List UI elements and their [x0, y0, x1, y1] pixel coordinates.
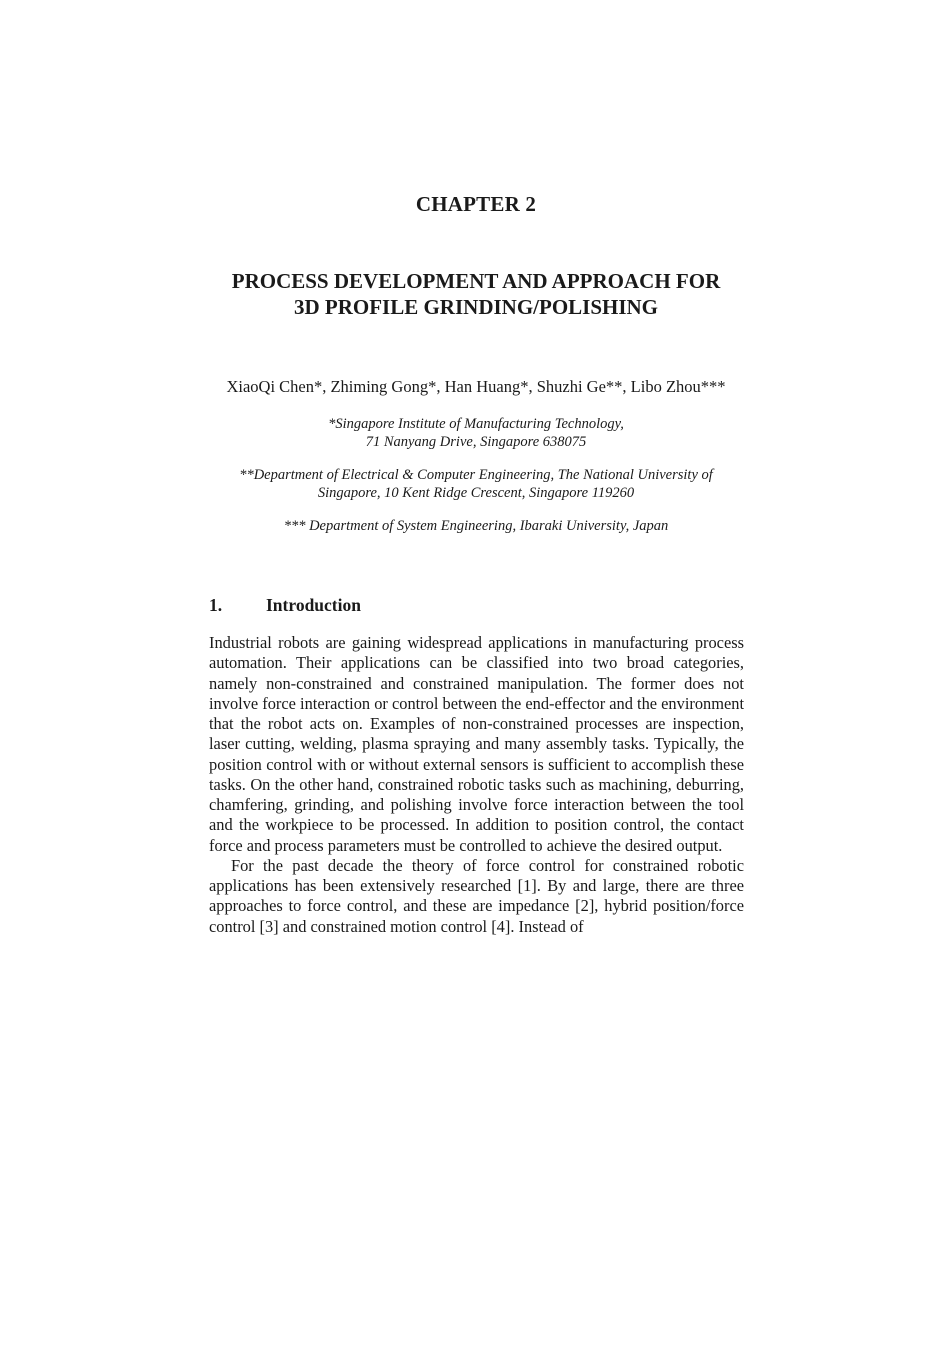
affiliation-3 [0, 517, 952, 535]
section-heading [209, 595, 361, 616]
affiliation-1-line1: *Singapore Institute of Manufacturing Technology, [328, 416, 624, 432]
chapter-title [0, 268, 952, 320]
affiliation-2-line2: Singapore, 10 Kent Ridge Crescent, Singapore 119260 [317, 485, 635, 501]
affiliation-2 [0, 466, 952, 502]
chapter-title-line1: PROCESS DEVELOPMENT AND APPROACH FOR [231, 269, 721, 293]
author-list: XiaoQi Chen*, Zhiming Gong*, Han Huang*, Shuzhi Ge**, Libo Zhou*** [226, 377, 726, 396]
section-number: 1. [209, 595, 223, 615]
chapter-label: CHAPTER 2 [415, 192, 537, 216]
affiliation-3-line1: *** Department of System Engineering, Ibaraki University, Japan [283, 518, 669, 534]
paragraph-2: For the past decade the theory of force control for constrained robotic applications has been extensively researched [1]. By and large, there are three approaches to force control, and these are impedance [2], hybrid position/force control [3] and constrained motion control [4]. Instead of [209, 855, 744, 936]
affiliation-2-line1: **Department of Electrical & Computer Engineering, The National University of [239, 467, 713, 483]
affiliation-1-line2: 71 Nanyang Drive, Singapore 638075 [365, 434, 587, 450]
section-title: Introduction [266, 595, 361, 615]
body-text [209, 633, 744, 937]
chapter-title-line2: 3D PROFILE GRINDING/POLISHING [293, 295, 659, 319]
affiliation-1 [0, 415, 952, 451]
paragraph-1: Industrial robots are gaining widespread applications in manufacturing process automation. Their applications can be classified into two broad categories, namely non-constrained and constrained manipulation. The former does not involve force interaction or control between the end-effector and the environment that the robot acts on. Examples of non-constrained processes are inspection, laser cutting, welding, plasma spraying and many assembly tasks. Typically, the position control with or without external sensors is sufficient to accomplish these tasks. On the other hand, constrained robotic tasks such as machining, deburring, chamfering, grinding, and polishing involve force interaction between the tool and the workpiece to be processed. In addition to position control, the contact force and process parameters must be controlled to achieve the desired output. [209, 633, 744, 855]
